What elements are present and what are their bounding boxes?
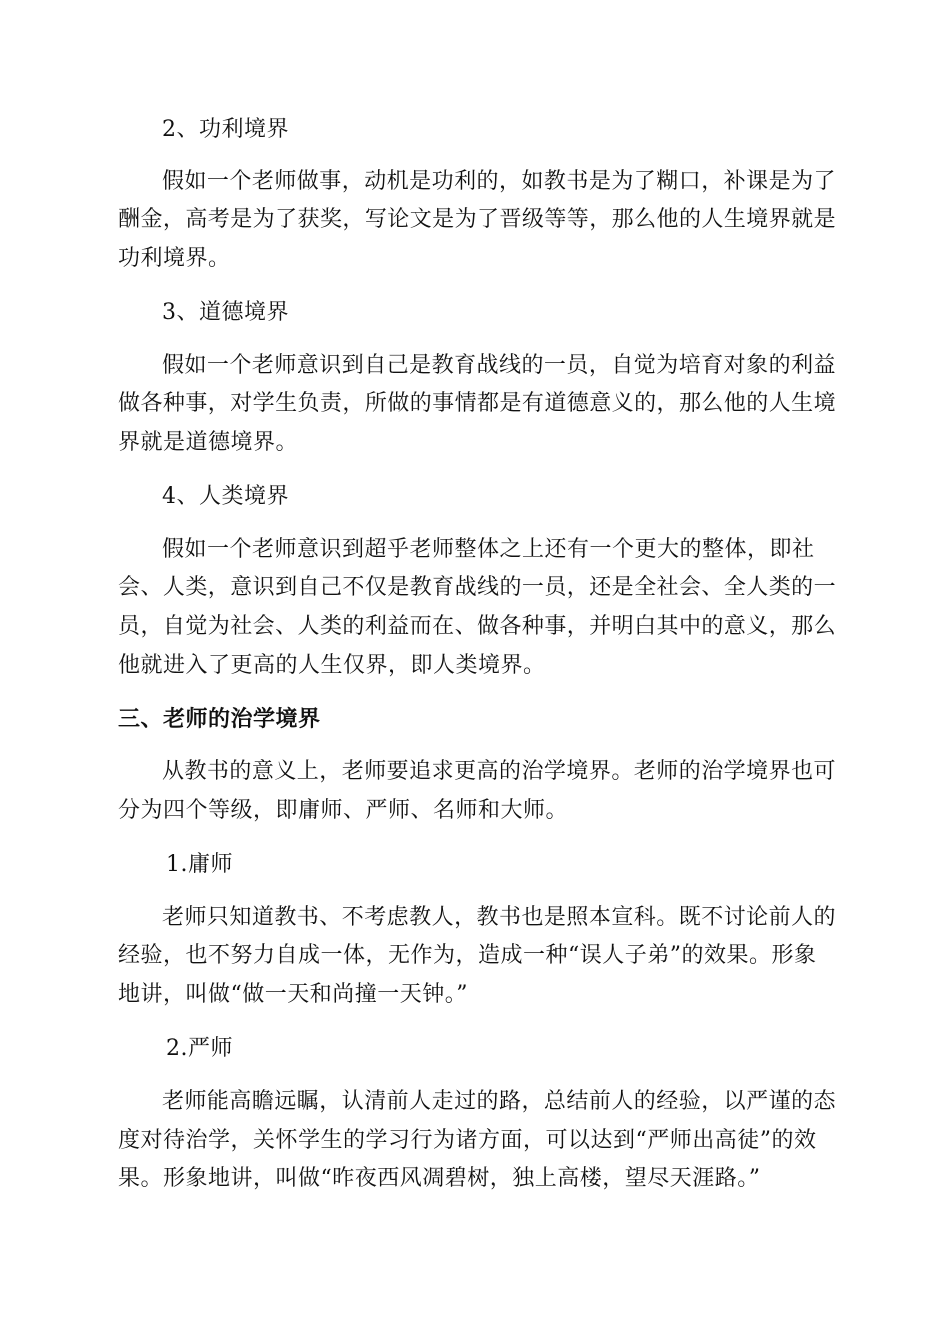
- paragraph-line: 他就进入了更高的人生仅界，即人类境界。: [118, 653, 546, 678]
- subheading-mediocre-teacher: 1.庸师: [166, 852, 233, 877]
- paragraph-line: 假如一个老师意识到自己是教育战线的一员，自觉为培育对象的利益: [162, 353, 837, 378]
- paragraph-line: 做各种事，对学生负责，所做的事情都是有道德意义的，那么他的人生境: [118, 391, 837, 416]
- paragraph-line: 酬金，高考是为了获奖，写论文是为了晋级等等，那么他的人生境界就是: [118, 207, 837, 232]
- paragraph-line: 功利境界。: [118, 246, 231, 271]
- paragraph-line: 假如一个老师做事，动机是功利的，如教书是为了糊口，补课是为了: [162, 169, 837, 194]
- subheading-moral: 3、道德境界: [162, 300, 289, 325]
- paragraph-line: 经验，也不努力自成一体，无作为，造成一种“误人子弟”的效果。形象: [118, 943, 817, 968]
- paragraph-line: 从教书的意义上，老师要追求更高的治学境界。老师的治学境界也可: [162, 759, 837, 784]
- paragraph-line: 度对待治学，关怀学生的学习行为诸方面，可以达到“严师出高徒”的效: [118, 1128, 817, 1153]
- paragraph-line: 老师能高瞻远瞩，认清前人走过的路，总结前人的经验，以严谨的态: [162, 1089, 837, 1114]
- section-heading-scholarship: 三、老师的治学境界: [118, 707, 321, 732]
- paragraph-line: 员，自觉为社会、人类的利益而在、做各种事，并明白其中的意义，那么: [118, 614, 837, 639]
- paragraph-line: 地讲，叫做“做一天和尚撞一天钟。”: [118, 982, 468, 1007]
- paragraph-line: 果。形象地讲，叫做“昨夜西风凋碧树，独上高楼，望尽天涯路。”: [118, 1166, 761, 1191]
- paragraph-line: 老师只知道教书、不考虑教人，教书也是照本宣科。既不讨论前人的: [162, 905, 837, 930]
- paragraph-line: 假如一个老师意识到超乎老师整体之上还有一个更大的整体，即社: [162, 537, 815, 562]
- subheading-utilitarian: 2、功利境界: [162, 117, 289, 142]
- subheading-strict-teacher: 2.严师: [166, 1036, 233, 1061]
- paragraph-line: 会、人类，意识到自己不仅是教育战线的一员，还是全社会、全人类的一: [118, 575, 837, 600]
- paragraph-line: 分为四个等级，即庸师、严师、名师和大师。: [118, 798, 569, 823]
- subheading-humanity: 4、人类境界: [162, 484, 289, 509]
- paragraph-line: 界就是道德境界。: [118, 430, 299, 455]
